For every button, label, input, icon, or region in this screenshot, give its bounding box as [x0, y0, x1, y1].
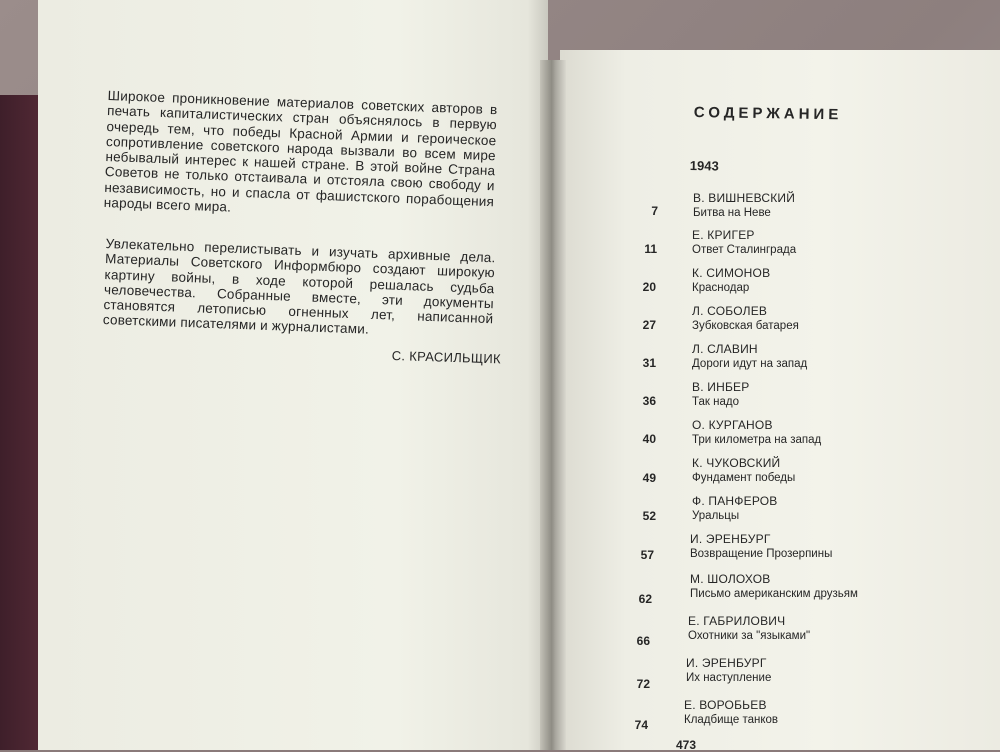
toc-author: Л. СОБОЛЕВ: [692, 304, 768, 318]
toc-page-number: 40: [642, 432, 656, 446]
toc-title: Уральцы: [692, 510, 740, 522]
toc-author: Е. ВОРОБЬЕВ: [684, 698, 767, 712]
toc-title: Ответ Сталинграда: [692, 244, 797, 256]
toc-title: Письмо американским друзьям: [690, 588, 858, 600]
body-paragraph-2: Увлекательно перелистывать и изучать архивные дела. Материалы Советского Информбюро создают широкую картину войны, в ходе которой решалась судьба человечества. Собранные вместе, эти документы становятся летописью огненных лет, написанной советскими писателями и журналистами.: [102, 236, 496, 338]
contents-heading: СОДЕРЖАНИЕ: [693, 104, 843, 124]
toc-author: К. СИМОНОВ: [692, 266, 771, 280]
toc-author: Е. КРИГЕР: [692, 228, 755, 242]
toc-title: Кладбище танков: [684, 714, 778, 726]
toc-author: Е. ГАБРИЛОВИЧ: [688, 614, 786, 628]
toc-title: Краснодар: [692, 282, 750, 294]
toc-author: К. ЧУКОВСКИЙ: [692, 456, 781, 470]
toc-title: Битва на Неве: [693, 207, 771, 219]
toc-page-number: 31: [642, 356, 656, 370]
toc-title: Так надо: [692, 396, 739, 408]
toc-page-number: 72: [636, 677, 650, 691]
toc-title: Дороги идут на запад: [692, 358, 808, 370]
toc-page-number: 62: [638, 592, 652, 606]
toc-author: О. КУРГАНОВ: [692, 418, 773, 432]
book-gutter: [540, 60, 566, 750]
toc-page-number: 57: [640, 548, 654, 562]
toc-year-heading: 1943: [689, 158, 719, 174]
page-number: 473: [676, 738, 697, 752]
toc-author: М. ШОЛОХОВ: [690, 572, 771, 586]
toc-author: Ф. ПАНФЕРОВ: [692, 494, 778, 508]
toc-page-number: 66: [636, 634, 650, 648]
author-signature: С. КРАСИЛЬЩИК: [391, 348, 502, 367]
toc-title: Зубковская батарея: [692, 320, 799, 332]
toc-title: Фундамент победы: [692, 472, 796, 484]
toc-page-number: 36: [642, 394, 656, 408]
toc-author: В. ИНБЕР: [692, 380, 750, 394]
toc-page-number: 74: [634, 718, 648, 732]
toc-author: В. ВИШНЕВСКИЙ: [693, 191, 796, 205]
toc-page-number: 52: [642, 509, 656, 523]
toc-title: Три километра на запад: [692, 434, 822, 446]
toc-title: Возвращение Прозерпины: [690, 548, 833, 560]
toc-author: Л. СЛАВИН: [692, 342, 758, 356]
toc-page-number: 7: [651, 204, 658, 218]
toc-page-number: 27: [642, 318, 656, 332]
toc-page-number: 11: [644, 242, 657, 256]
body-paragraph-1: Широкое проникновение материалов советских авторов в печать капиталистических стран объяснялось в первую очередь тем, что победы Красной Армии и героическое сопротивление советского народа вызвали во всем мире небывалый интерес к нашей стране. В этой войне Страна Советов не только отстаивала и отстояла свою свободу и независимость, но и спасла от фашистского порабощения народы всего мира.: [103, 88, 498, 215]
toc-title: Охотники за "языками": [688, 630, 811, 642]
toc-title: Их наступление: [686, 672, 772, 684]
toc-page-number: 20: [642, 280, 656, 294]
toc-author: И. ЭРЕНБУРГ: [690, 532, 771, 546]
toc-author: И. ЭРЕНБУРГ: [686, 656, 767, 670]
toc-page-number: 49: [642, 471, 656, 485]
